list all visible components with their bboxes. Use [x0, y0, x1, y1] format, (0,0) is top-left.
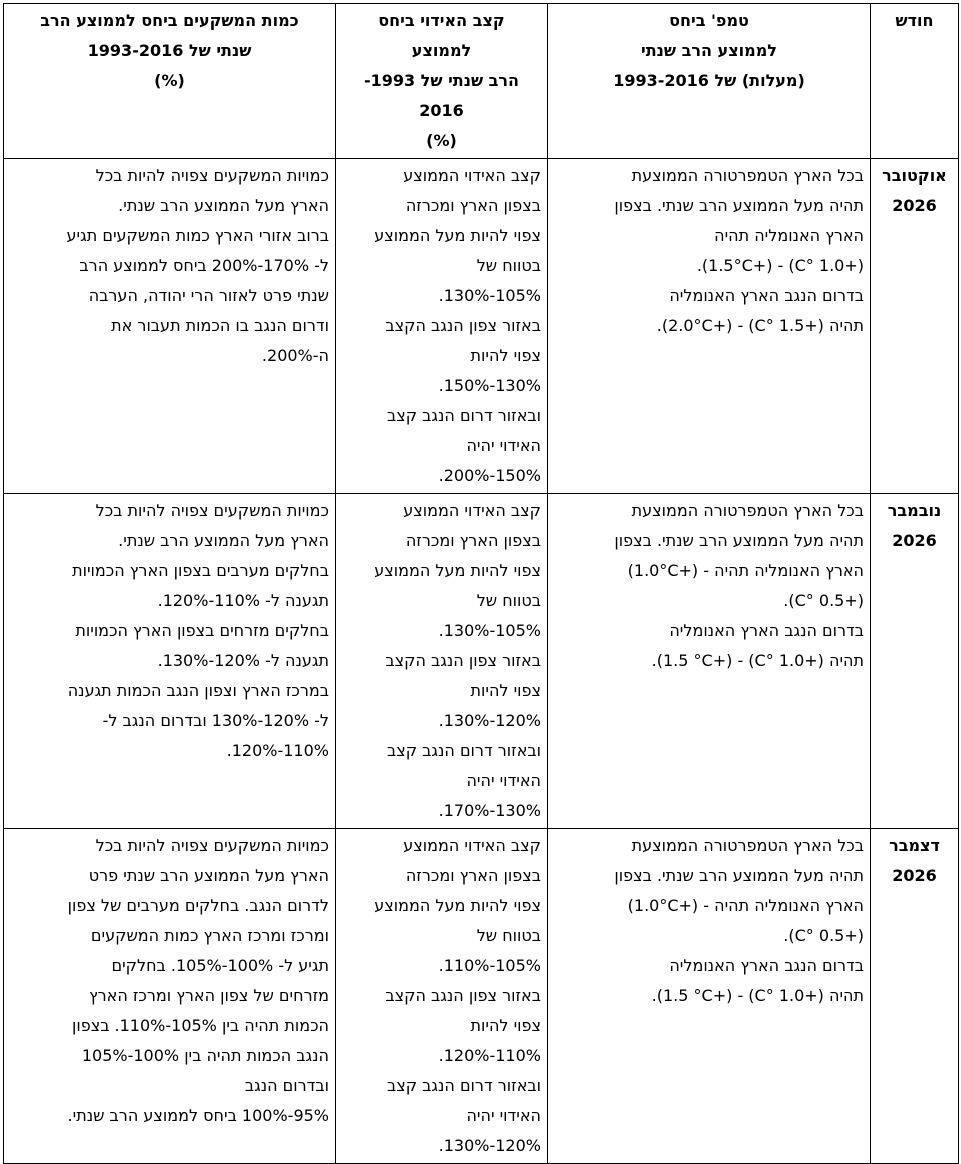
temp-cell: [548, 829, 871, 1164]
rain-cell: [4, 494, 336, 829]
temp-line: הארץ האנומליה תהיה: [714, 226, 864, 245]
evap-line: צפוי להיות: [470, 1016, 541, 1035]
rain-cell: [4, 159, 336, 494]
temp-line: הארץ האנומליה תהיה - (+1.0°C): [627, 896, 864, 915]
temp-cell: [548, 159, 871, 494]
rain-line: בחלקים מערבים בצפון הארץ הכמויות: [72, 561, 329, 580]
rain-line: הכמות תהיה בין 105%-110%. בצפון: [71, 1016, 329, 1035]
table-row: [4, 829, 959, 1164]
rain-line: ובדרום הנגב: [244, 1076, 329, 1095]
month-cell: [871, 159, 959, 494]
temp-line: (+0.5 °C).: [783, 926, 864, 945]
rain-line: ל- 170%-200% ביחס לממוצע הרב: [79, 256, 329, 275]
rain-line: תגענה ל- 110%-120%.: [157, 591, 329, 610]
rain-line: מזרחים של צפון הארץ ומרכז הארץ: [88, 986, 329, 1005]
evap-cell: [336, 494, 548, 829]
rain-line: כמויות המשקעים צפויה להיות בכל: [95, 836, 329, 855]
evap-line: קצב האידוי הממוצע: [403, 501, 541, 520]
header-evap-line: לממוצע: [411, 41, 472, 60]
rain-line: הארץ מעל הממוצע הרב שנתי פרט: [88, 866, 329, 885]
rain-line: במרכז הארץ וצפון הנגב הכמות תגענה: [67, 681, 329, 700]
evap-line: 105%-130%.: [438, 621, 541, 640]
header-evap-line: הרב שנתי של 1993-: [363, 71, 520, 90]
rain-line: הנגב הכמות תהיה בין 100%-105%: [81, 1046, 329, 1065]
rain-line: 110%-120%.: [226, 741, 329, 760]
rain-line: הארץ מעל הממוצע הרב שנתי.: [118, 531, 329, 550]
evap-line: בטווח של: [476, 926, 541, 945]
temp-line: הארץ האנומליה תהיה - (+1.0°C): [627, 561, 864, 580]
evap-cell: [336, 159, 548, 494]
evap-line: 105%-110%.: [438, 956, 541, 975]
rain-line: 95%-100% ביחס לממוצע הרב שנתי.: [67, 1106, 329, 1125]
month-cell: [871, 829, 959, 1164]
evap-line: 105%-130%.: [438, 286, 541, 305]
evap-line: צפוי להיות מעל הממוצע: [374, 561, 541, 580]
evap-line: ובאזור דרום הנגב קצב: [386, 1076, 541, 1095]
header-evap-line: (%): [426, 131, 457, 150]
rain-line: ה-200%.: [261, 346, 329, 365]
temp-line: תהיה (+1.0 °C) - (+1.5 °C).: [651, 986, 864, 1005]
header-temp-line: לממוצע הרב שנתי: [641, 41, 777, 60]
evap-line: באזור צפון הנגב הקצב: [385, 986, 541, 1005]
temp-line: (+1.0 °C) - (+1.5°C).: [696, 256, 864, 275]
evap-line: קצב האידוי הממוצע: [403, 166, 541, 185]
evap-line: בטווח של: [476, 591, 541, 610]
temp-line: תהיה (+1.0 °C) - (+1.5 °C).: [651, 651, 864, 670]
header-rain: [4, 4, 336, 159]
evap-line: 110%-120%.: [438, 1046, 541, 1065]
temp-line: (+0.5 °C).: [783, 591, 864, 610]
evap-line: בצפון הארץ ומכרזה: [405, 531, 541, 550]
month-cell: [871, 494, 959, 829]
month-name: נובמבר: [887, 501, 942, 520]
header-row: [4, 4, 959, 159]
temp-line: בכל הארץ הטמפרטורה הממוצעת: [631, 501, 864, 520]
rain-line: ומרכז ומרכז הארץ כמות המשקעים: [90, 926, 329, 945]
temp-line: תהיה מעל הממוצע הרב שנתי. בצפון: [614, 531, 864, 550]
evap-line: בצפון הארץ ומכרזה: [405, 196, 541, 215]
table-body: [4, 159, 959, 1164]
evap-line: קצב האידוי הממוצע: [403, 836, 541, 855]
evap-line: בצפון הארץ ומכרזה: [405, 866, 541, 885]
rain-line: ל- 120%-130% ובדרום הנגב ל-: [102, 711, 329, 730]
evap-line: 150%-200%.: [438, 466, 541, 485]
evap-line: 120%-130%.: [438, 1136, 541, 1155]
evap-line: באזור צפון הנגב הקצב: [385, 651, 541, 670]
temp-line: תהיה מעל הממוצע הרב שנתי. בצפון: [614, 196, 864, 215]
forecast-table: [3, 3, 959, 1164]
evap-cell: [336, 829, 548, 1164]
temp-line: בדרום הנגב הארץ האנומליה: [669, 621, 864, 640]
evap-line: צפוי להיות מעל הממוצע: [374, 896, 541, 915]
header-temp-line: טמפ' ביחס: [669, 11, 749, 30]
header-evap: [336, 4, 548, 159]
rain-line: תגיע ל- 100%-105%. בחלקים: [111, 956, 329, 975]
rain-line: כמויות המשקעים צפויה להיות בכל: [95, 166, 329, 185]
rain-cell: [4, 829, 336, 1164]
evap-line: ובאזור דרום הנגב קצב: [386, 741, 541, 760]
temp-line: תהיה (+1.5 °C) - (+2.0°C).: [656, 316, 864, 335]
evap-line: 130%-150%.: [438, 376, 541, 395]
header-evap-line: קצב האידוי ביחס: [378, 11, 505, 30]
temp-cell: [548, 494, 871, 829]
rain-line: שנתי פרט לאזור הרי יהודה, הערבה: [88, 286, 329, 305]
evap-line: האידוי יהיה: [466, 771, 541, 790]
month-year: 2026: [892, 866, 937, 885]
temp-line: בכל הארץ הטמפרטורה הממוצעת: [631, 166, 864, 185]
evap-line: ובאזור דרום הנגב קצב: [386, 406, 541, 425]
month-name: אוקטובר: [882, 166, 947, 185]
evap-line: האידוי יהיה: [466, 1106, 541, 1125]
temp-line: בדרום הנגב הארץ האנומליה: [669, 286, 864, 305]
evap-line: צפוי להיות מעל הממוצע: [374, 226, 541, 245]
evap-line: 120%-130%.: [438, 711, 541, 730]
evap-line: באזור צפון הנגב הקצב: [385, 316, 541, 335]
header-temp-line: (מעלות) של 1993-2016: [613, 71, 805, 90]
header-evap-line: 2016: [419, 101, 464, 120]
temp-line: בדרום הנגב הארץ האנומליה: [669, 956, 864, 975]
header-rain-line: (%): [154, 71, 185, 90]
rain-line: בחלקים מזרחים בצפון הארץ הכמויות: [75, 621, 329, 640]
table-row: [4, 494, 959, 829]
rain-line: כמויות המשקעים צפויה להיות בכל: [95, 501, 329, 520]
rain-line: תגענה ל- 120%-130%.: [157, 651, 329, 670]
evap-line: צפוי להיות: [470, 346, 541, 365]
month-year: 2026: [892, 196, 937, 215]
table-row: [4, 159, 959, 494]
evap-line: צפוי להיות: [470, 681, 541, 700]
month-name: דצמבר: [889, 836, 940, 855]
month-year: 2026: [892, 531, 937, 550]
evap-line: בטווח של: [476, 256, 541, 275]
rain-line: לדרום הנגב. בחלקים מערבים של צפון: [67, 896, 329, 915]
header-temp: [548, 4, 871, 159]
rain-line: ברוב אזורי הארץ כמות המשקעים תגיע: [66, 226, 329, 245]
rain-line: ודרום הנגב בו הכמות תעבור את: [111, 316, 329, 335]
header-month: חודש: [871, 4, 959, 159]
evap-line: האידוי יהיה: [466, 436, 541, 455]
header-rain-line: כמות המשקעים ביחס לממוצע הרב: [40, 11, 299, 30]
temp-line: תהיה מעל הממוצע הרב שנתי. בצפון: [614, 866, 864, 885]
temp-line: בכל הארץ הטמפרטורה הממוצעת: [631, 836, 864, 855]
rain-line: הארץ מעל הממוצע הרב שנתי.: [118, 196, 329, 215]
header-rain-line: שנתי של 1993-2016: [87, 41, 252, 60]
evap-line: 130%-170%.: [438, 801, 541, 820]
